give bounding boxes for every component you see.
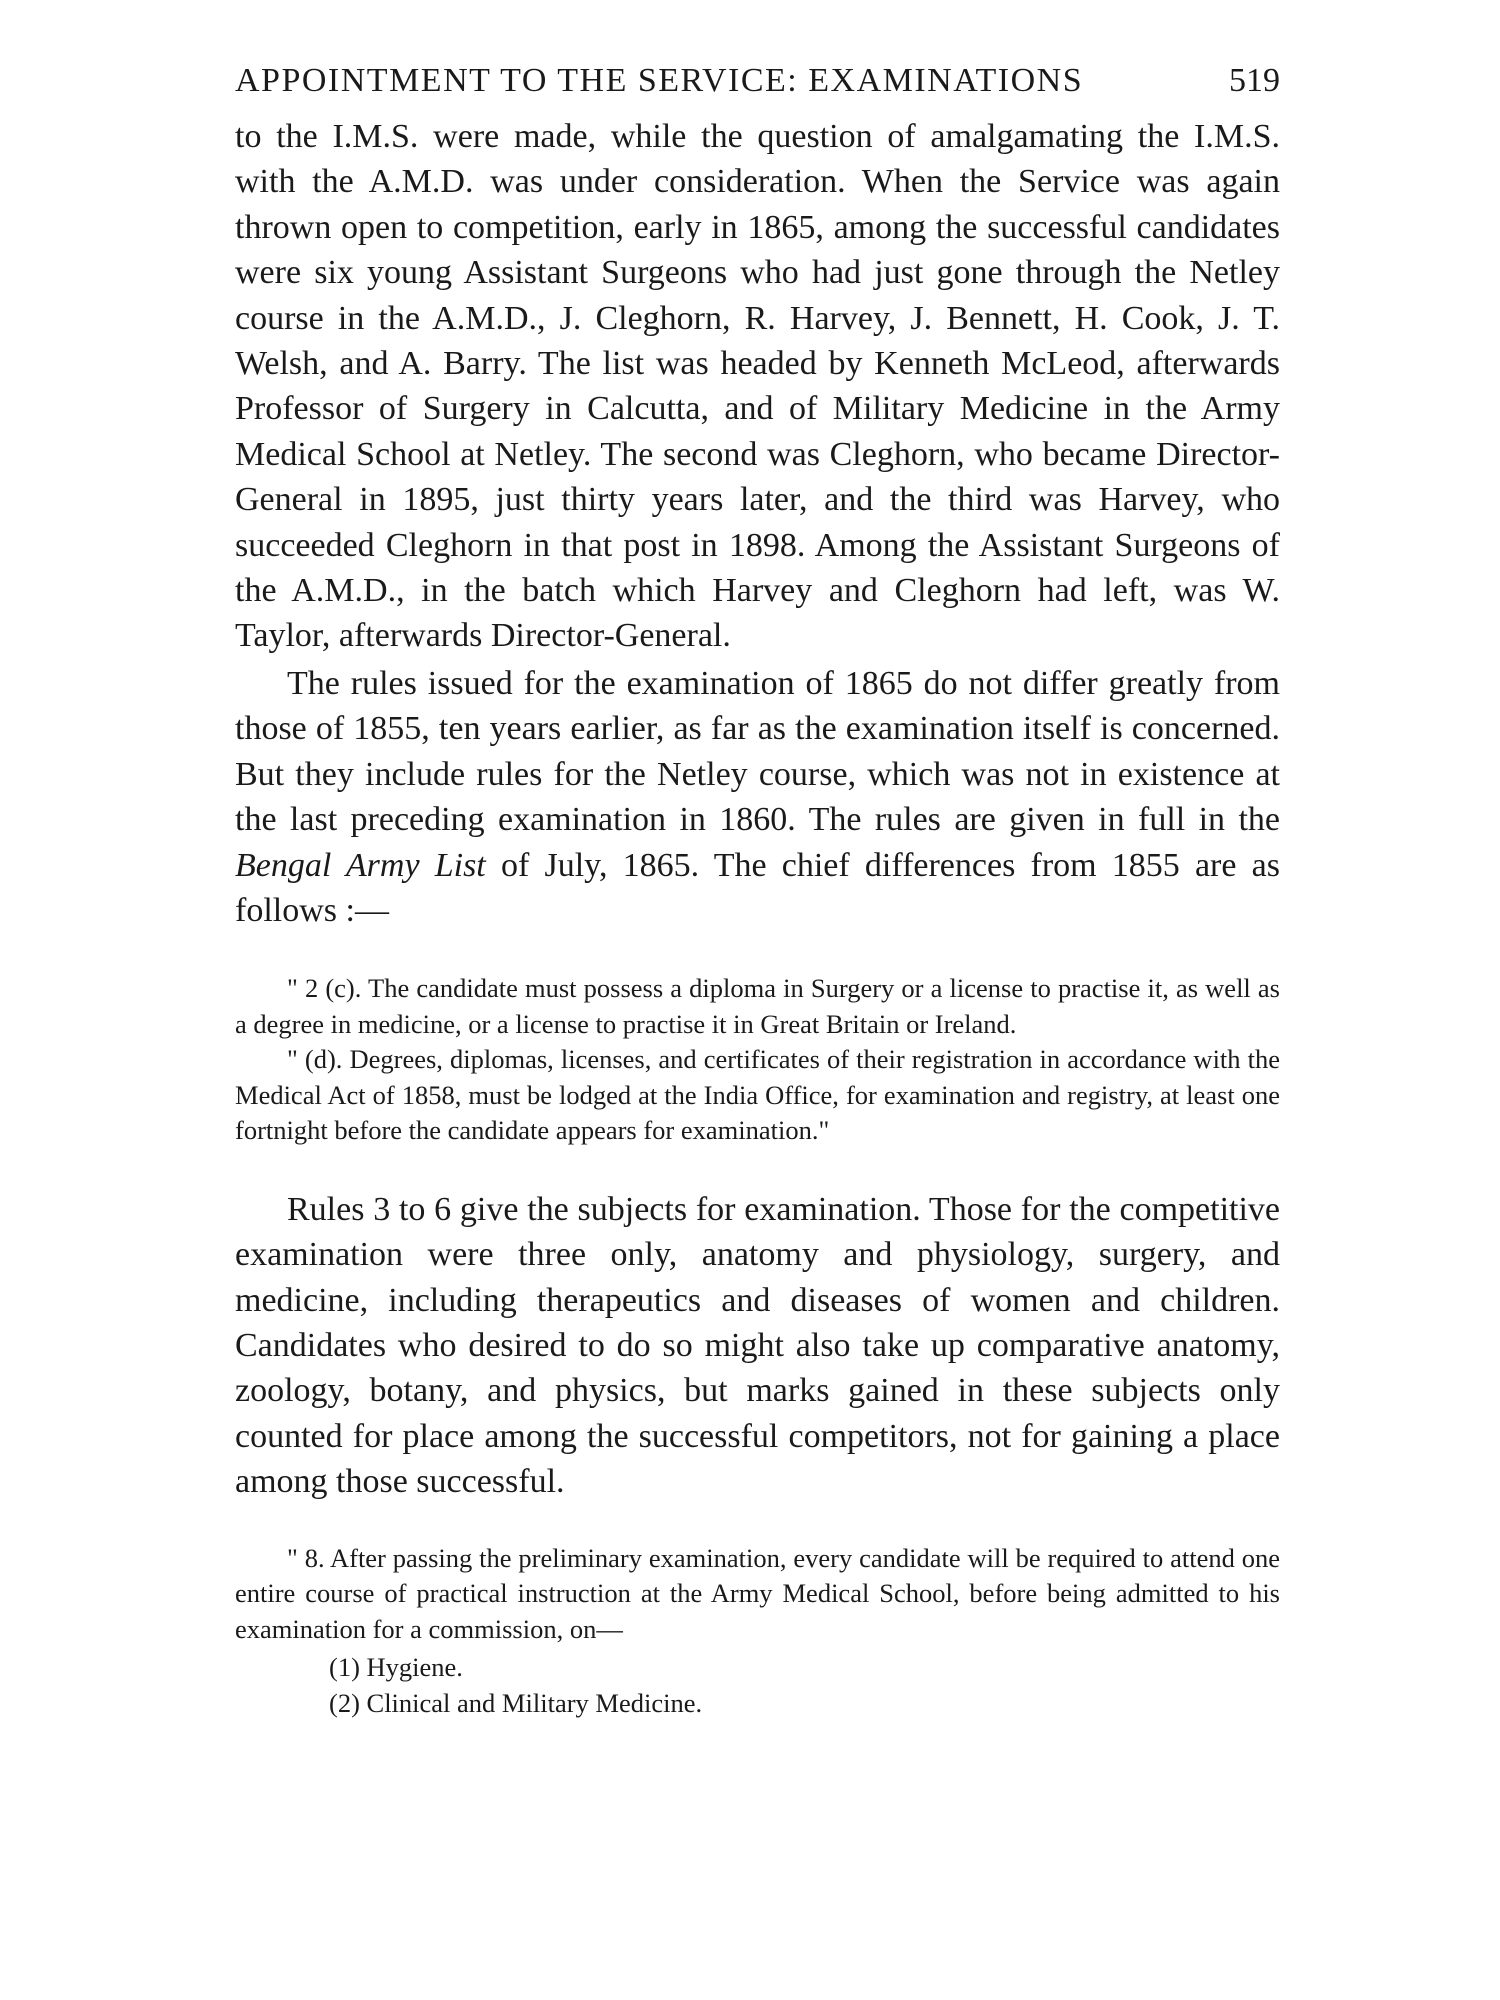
paragraph-rules-1865-ending: of July, 1865. The chief differences from 1855 are as follows :— xyxy=(235,846,1280,929)
quoted-rule-2d: " (d). Degrees, diplomas, licenses, and certificates of their registration in accordance with the Medical Act of 1858, must be lodged at the India Office, for examination and registry, at least one fortnight before the candidate appears for examination." xyxy=(235,1044,1280,1146)
quoted-rules-block xyxy=(235,971,1280,1149)
list-item: (1) Hygiene. xyxy=(329,1652,463,1683)
book-page xyxy=(235,58,1280,1721)
running-head-title: APPOINTMENT TO THE SERVICE: EXAMINATIONS xyxy=(235,62,1084,99)
quoted-rule-2c: " 2 (c). The candidate must possess a diploma in Surgery or a license to practise it, as well as a degree in medicine, or a license to practise it in Great Britain or Ireland. xyxy=(235,973,1280,1039)
paragraph-rules-1865-text: The rules issued for the examination of 1865 do not differ greatly from those of 1855, ten years earlier, as far as the examination itself is concerned. But they include rules for the Netley course, which was not in existence at the last preceding examination in 1860. The rules are given in full in the xyxy=(235,664,1280,839)
paragraph-subjects: Rules 3 to 6 give the subjects for examination. Those for the competitive examination were three only, anatomy and physiology, surgery, and medicine, including therapeutics and diseases of women and children. Candidates who desired to do so might also take up comparative anatomy, zoology, botany, and physics, but marks gained in these subjects only counted for place among the successful competitors, not for gaining a place among those successful. xyxy=(235,1190,1280,1501)
list-item: (2) Clinical and Military Medicine. xyxy=(329,1688,703,1719)
quoted-rule-8-block xyxy=(235,1541,1280,1722)
quoted-rule-8: " 8. After passing the preliminary examination, every candidate will be required to attend one entire course of practical instruction at the Army Medical School, before being admitted to his examination for a commission, on— xyxy=(235,1542,1280,1644)
page-number: 519 xyxy=(1229,62,1280,99)
bengal-army-list-title: Bengal Army List xyxy=(235,846,486,884)
running-head xyxy=(235,58,1280,104)
paragraph-continuation: to the I.M.S. were made, while the question of amalgamating the I.M.S. with the A.M.D. was under consideration. When the Service was again thrown open to competition, early in 1865, among the successful candidates were six young Assistant Surgeons who had just gone through the Netley course in the A.M.D., J. Cleghorn, R. Harvey, J. Bennett, H. Cook, J. T. Welsh, and A. Barry. The list was headed by Kenneth McLeod, afterwards Professor of Surgery in Calcutta, and of Military Medicine in the Army Medical School at Netley. The second was Cleghorn, who became Director-General in 1895, just thirty years later, and the third was Harvey, who succeeded Cleghorn in that post in 1898. Among the Assistant Surgeons of the A.M.D., in the batch which Harvey and Cleghorn had left, was W. Taylor, afterwards Director-General. xyxy=(235,118,1280,655)
course-subject-list xyxy=(235,1649,1280,1721)
paragraph-rules-1865 xyxy=(235,661,1280,933)
